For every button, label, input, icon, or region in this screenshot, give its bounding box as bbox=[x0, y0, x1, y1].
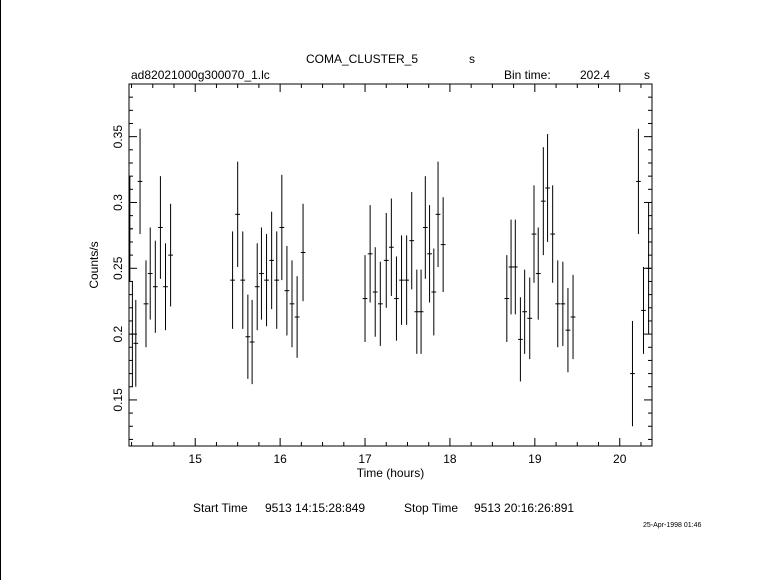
data-point bbox=[404, 235, 409, 325]
data-point bbox=[394, 256, 399, 340]
plot-title-unit: s bbox=[469, 52, 475, 66]
data-point bbox=[153, 241, 158, 333]
x-tick-label: 16 bbox=[273, 452, 287, 466]
data-point bbox=[532, 185, 537, 282]
stop-time-value: 9513 20:16:26:891 bbox=[474, 501, 575, 515]
data-point bbox=[274, 231, 279, 328]
data-point bbox=[504, 255, 509, 342]
x-tick-label: 20 bbox=[613, 452, 627, 466]
data-point bbox=[245, 295, 250, 379]
data-point bbox=[250, 300, 255, 384]
data-point bbox=[384, 213, 389, 308]
data-point bbox=[133, 300, 138, 387]
data-point bbox=[389, 199, 394, 296]
y-tick-label: 0.25 bbox=[111, 256, 125, 280]
date-stamp: 25-Apr-1998 01:46 bbox=[643, 522, 702, 529]
tick-labels bbox=[111, 125, 627, 466]
data-point bbox=[545, 134, 550, 242]
data-point bbox=[522, 270, 527, 354]
bin-time-unit: s bbox=[644, 68, 650, 82]
data-point bbox=[138, 129, 143, 234]
x-tick-label: 15 bbox=[188, 452, 202, 466]
data-point bbox=[646, 202, 651, 334]
data-point bbox=[168, 204, 173, 307]
data-point bbox=[441, 197, 446, 292]
bin-time-label: Bin time: bbox=[504, 68, 551, 82]
data-point bbox=[399, 235, 404, 325]
data-point bbox=[641, 267, 646, 354]
data-point bbox=[513, 220, 518, 315]
data-point bbox=[259, 227, 264, 319]
data-point bbox=[414, 270, 419, 354]
data-point bbox=[560, 262, 565, 346]
data-point bbox=[566, 288, 571, 372]
data-point bbox=[240, 231, 245, 328]
data-point bbox=[230, 231, 235, 328]
plot-frame bbox=[129, 84, 652, 446]
data-point bbox=[423, 176, 428, 279]
data-point bbox=[509, 220, 514, 315]
data-point bbox=[518, 297, 523, 381]
start-time-value: 9513 14:15:28:849 bbox=[265, 501, 366, 515]
data-point bbox=[235, 162, 240, 267]
data-point bbox=[436, 162, 441, 267]
axis-ticks bbox=[129, 84, 652, 446]
data-point bbox=[290, 260, 295, 347]
data-point bbox=[550, 185, 555, 282]
data-point bbox=[541, 147, 546, 255]
data-point bbox=[409, 192, 414, 289]
x-tick-label: 19 bbox=[528, 452, 542, 466]
y-tick-label: 0.2 bbox=[111, 325, 125, 343]
y-tick-label: 0.3 bbox=[111, 194, 125, 211]
y-axis-label: Counts/s bbox=[87, 241, 101, 289]
data-point bbox=[163, 243, 168, 330]
data-point bbox=[130, 281, 135, 386]
x-tick-label: 17 bbox=[358, 452, 372, 466]
data-point bbox=[427, 205, 432, 302]
data-point bbox=[255, 243, 260, 330]
data-point bbox=[571, 275, 576, 359]
file-name: ad82021000g300070_1.lc bbox=[131, 68, 270, 82]
data-point bbox=[301, 204, 306, 301]
stop-time-label: Stop Time bbox=[404, 501, 459, 515]
data-point bbox=[363, 255, 368, 342]
x-tick-label: 18 bbox=[443, 452, 457, 466]
data-point bbox=[279, 175, 284, 280]
data-point bbox=[527, 278, 532, 360]
data-point bbox=[373, 247, 378, 337]
plot-title: COMA_CLUSTER_5 bbox=[306, 52, 419, 66]
data-point bbox=[264, 234, 269, 326]
x-axis-label: Time (hours) bbox=[356, 466, 425, 480]
data-point bbox=[269, 212, 274, 309]
data-point bbox=[144, 260, 149, 347]
data-point bbox=[129, 176, 132, 281]
data-point bbox=[285, 246, 290, 336]
y-tick-label: 0.35 bbox=[111, 124, 125, 149]
data-point bbox=[295, 276, 300, 358]
data-point bbox=[431, 249, 436, 336]
data-point bbox=[630, 321, 635, 426]
data-point bbox=[555, 260, 560, 347]
data-point bbox=[419, 270, 424, 354]
y-tick-label: 0.15 bbox=[111, 388, 125, 412]
data-point bbox=[378, 262, 383, 346]
data-points bbox=[129, 129, 651, 426]
start-time-label: Start Time bbox=[193, 501, 248, 515]
data-point bbox=[636, 129, 641, 234]
data-point bbox=[158, 176, 163, 279]
bin-time-value: 202.4 bbox=[580, 68, 611, 82]
data-point bbox=[148, 227, 153, 319]
data-point bbox=[536, 227, 541, 319]
data-point bbox=[368, 205, 373, 302]
